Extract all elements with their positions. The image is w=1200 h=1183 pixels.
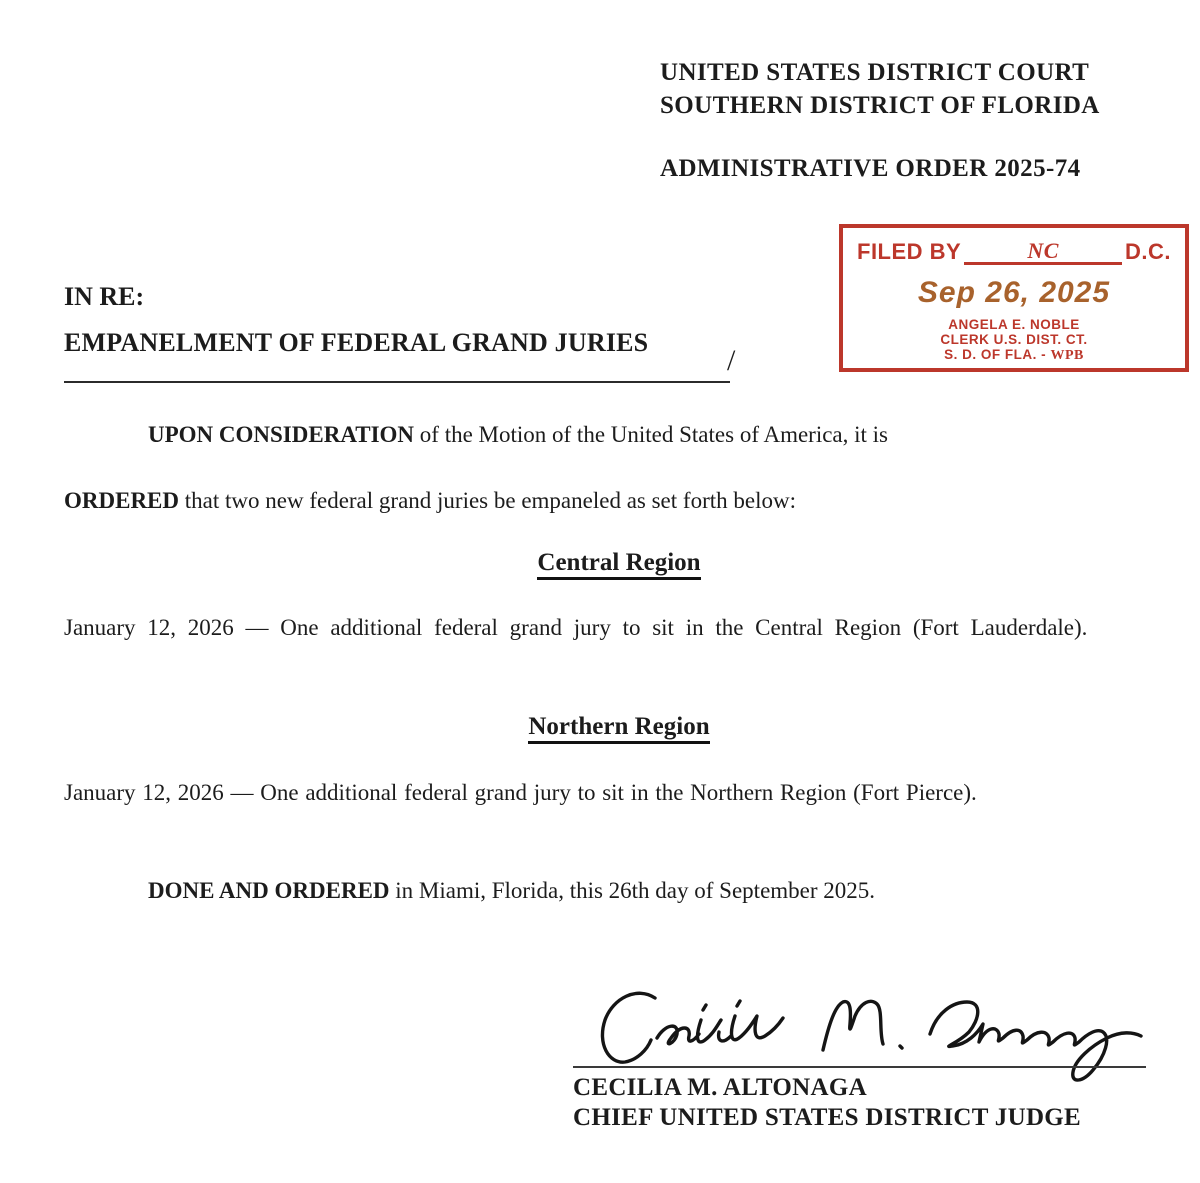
clerk-name: ANGELA E. NOBLE — [948, 317, 1080, 332]
in-re-label: IN RE: — [64, 282, 145, 311]
signature-rule — [573, 1066, 1146, 1068]
filed-stamp — [839, 224, 1189, 372]
court-name-line1: UNITED STATES DISTRICT COURT — [660, 59, 1090, 86]
caption-slash: / — [727, 344, 736, 377]
court-header — [660, 56, 1100, 122]
court-name-line2: SOUTHERN DISTRICT OF FLORIDA — [660, 92, 1100, 119]
ordered-paragraph — [64, 486, 1174, 516]
central-region-paragraph: January 12, 2026 — One additional federal grand jury to sit in the Central Region (Fort Lauderdale). — [64, 615, 1088, 640]
done-text: in Miami, Florida, this 26th day of September 2025. — [389, 878, 876, 903]
consideration-paragraph — [64, 420, 1174, 450]
clerk-title: CLERK U.S. DIST. CT. — [940, 332, 1088, 347]
central-region-heading-text: Central Region — [537, 549, 700, 580]
filed-stamp-row — [843, 228, 1185, 265]
clerk-info — [843, 317, 1185, 363]
northern-region-paragraph: January 12, 2026 — One additional federal grand jury to sit in the Northern Region (Fort Pierce). — [64, 780, 977, 805]
judge-signature-script — [585, 976, 1160, 1088]
consideration-bold-run: UPON CONSIDERATION — [148, 422, 415, 447]
ordered-text: that two new federal grand juries be empaneled as set forth below: — [179, 488, 796, 513]
dc-label: D.C. — [1125, 239, 1171, 264]
judge-name: CECILIA M. ALTONAGA — [573, 1074, 867, 1101]
office-code: WPB — [1050, 348, 1084, 363]
ordered-bold-run: ORDERED — [64, 488, 180, 513]
order-number: ADMINISTRATIVE ORDER 2025-74 — [660, 155, 1081, 182]
filed-by-label: FILED BY — [857, 239, 962, 264]
filed-date: Sep 26, 2025 — [917, 276, 1111, 309]
case-title: EMPANELMENT OF FEDERAL GRAND JURIES — [64, 328, 649, 357]
caption-rule — [64, 381, 730, 383]
central-region-heading — [64, 548, 1174, 578]
done-and-ordered-paragraph — [64, 876, 1174, 906]
judge-title: CHIEF UNITED STATES DISTRICT JUDGE — [573, 1104, 1082, 1131]
district-line — [843, 347, 1185, 363]
done-bold-run: DONE AND ORDERED — [148, 878, 390, 903]
consideration-text: of the Motion of the United States of America, it is — [414, 422, 889, 447]
district-abbrev: S. D. OF FLA. - — [944, 347, 1047, 362]
northern-region-heading — [64, 712, 1174, 742]
filed-by-blank-line — [964, 237, 1122, 265]
northern-region-heading-text: Northern Region — [528, 713, 709, 744]
deputy-clerk-initials: NC — [1027, 238, 1059, 263]
